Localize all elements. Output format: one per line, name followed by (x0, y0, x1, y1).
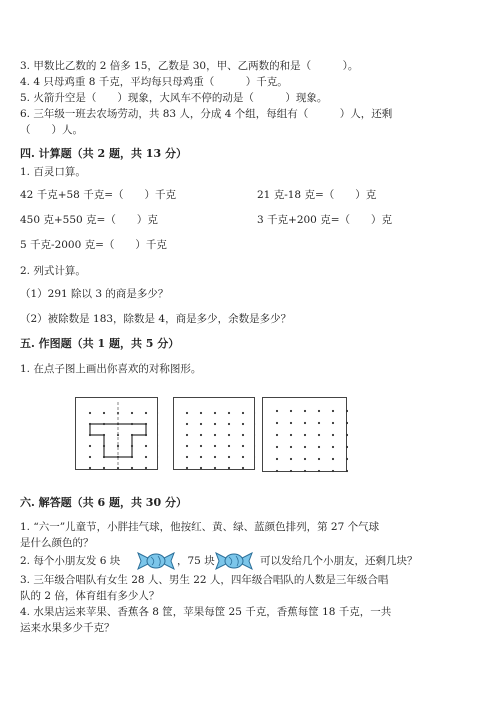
grid-dot (346, 470, 348, 472)
grid-dot (276, 470, 278, 472)
grid-dot (346, 458, 348, 460)
grid-dot (276, 434, 278, 436)
question-6-line2: （ ）人。 (20, 124, 83, 136)
question-5: 5. 火箭升空是（ ）现象，大风车不停的动是（ ）现象。 (20, 92, 328, 104)
dot-grid-1-drawing (76, 398, 159, 471)
grid-dot (318, 470, 320, 472)
candy-icon (136, 550, 176, 572)
grid-dot (346, 422, 348, 424)
grid-dot (318, 458, 320, 460)
grid-dot (145, 467, 147, 469)
grid-dot (290, 470, 292, 472)
word-calc-1: （1）291 除以 3 的商是多少？ (20, 288, 169, 300)
grid-dot (228, 412, 230, 414)
calc-row2-left: 450 克+550 克=（ ）克 (20, 214, 158, 226)
grid-dot (228, 434, 230, 436)
grid-dot (276, 422, 278, 424)
grid-dot (186, 434, 188, 436)
problem-2-part1: 2. 每个小朋友发 6 块 (20, 555, 121, 567)
grid-dot (318, 410, 320, 412)
grid-dot (346, 434, 348, 436)
section-5-title: 五. 作图题（共 1 题，共 5 分） (20, 337, 180, 350)
grid-dot (242, 423, 244, 425)
grid-dot (276, 458, 278, 460)
question-4: 4. 4 只母鸡重 8 千克，平均每只母鸡重（ ）千克。 (20, 76, 288, 88)
problem-3-line1: 3. 三年级合唱队有女生 28 人、男生 22 人，四年级合唱队的人数是三年级合唱 (20, 574, 389, 586)
grid-dot (214, 423, 216, 425)
grid-dot (242, 445, 244, 447)
grid-dot (318, 434, 320, 436)
problem-4-line2: 运来水果多少千克？ (20, 622, 115, 634)
grid-dot (145, 445, 147, 447)
grid-dot (242, 412, 244, 414)
grid-dot (332, 410, 334, 412)
dot-grid-3-dots (276, 410, 348, 472)
grid-dot (242, 456, 244, 458)
grid-dot (304, 458, 306, 460)
grid-dot (228, 467, 230, 469)
grid-dot (228, 456, 230, 458)
grid-dot (346, 446, 348, 448)
problem-1-line1: 1. “六一”儿童节，小胖挂气球，他按红、黄、绿、蓝颜色排列，第 27 个气球 (20, 521, 380, 533)
grid-dot (290, 446, 292, 448)
grid-dot (304, 434, 306, 436)
grid-dot (276, 446, 278, 448)
grid-dot (200, 434, 202, 436)
grid-dot (228, 423, 230, 425)
grid-dot (103, 412, 105, 414)
grid-dot (103, 467, 105, 469)
grid-dot (242, 434, 244, 436)
grid-dot (200, 456, 202, 458)
grid-dot (290, 410, 292, 412)
grid-dot (290, 458, 292, 460)
calc-row1-right: 21 克-18 克=（ ）克 (257, 189, 377, 201)
grid-dot (332, 434, 334, 436)
grid-dot (186, 423, 188, 425)
word-calc-2: （2）被除数是 183，除数是 4，商是多少，余数是多少？ (20, 313, 292, 325)
grid-dot (145, 456, 147, 458)
grid-dot (304, 422, 306, 424)
grid-dot (186, 467, 188, 469)
grid-dot (332, 422, 334, 424)
dot-grid-2 (173, 397, 255, 470)
calc-row2-right: 3 千克+200 克=（ ）克 (257, 214, 392, 226)
dot-grid-2-dots (186, 412, 256, 469)
grid-dot (186, 456, 188, 458)
grid-dot (186, 445, 188, 447)
grid-dot (89, 467, 91, 469)
section-4-prompt-1: 1. 百灵口算。 (20, 166, 86, 178)
dot-grid-2-drawing (174, 398, 256, 471)
grid-dot (228, 445, 230, 447)
grid-dot (200, 423, 202, 425)
grid-dot (290, 422, 292, 424)
calc-row3-left: 5 千克-2000 克=（ ）千克 (20, 239, 167, 251)
question-6-line1: 6. 三年级一班去农场劳动，共 83 人，分成 4 个组，每组有（ ）人，还剩 (20, 108, 393, 120)
dot-grid-1-dots (89, 412, 159, 469)
grid-dot (304, 410, 306, 412)
problem-2-part3: 可以发给几个小朋友，还剩几块？ (260, 555, 418, 567)
problem-3-line2: 队的 2 倍，体育组有多少人？ (20, 590, 160, 602)
grid-dot (304, 470, 306, 472)
section-5-prompt-1: 1. 在点子图上画出你喜欢的对称图形。 (20, 363, 202, 375)
grid-dot (89, 456, 91, 458)
question-3: 3. 甲数比乙数的 2 倍多 15，乙数是 30，甲、乙两数的和是（ ）。 (20, 60, 359, 72)
grid-dot (89, 412, 91, 414)
grid-dot (89, 445, 91, 447)
grid-dot (318, 422, 320, 424)
grid-dot (304, 446, 306, 448)
grid-dot (200, 445, 202, 447)
problem-4-line1: 4. 水果店运来苹果、香蕉各 8 筐，苹果每筐 25 千克，香蕉每筐 18 千克，一共 (20, 606, 392, 618)
grid-dot (131, 412, 133, 414)
grid-dot (332, 470, 334, 472)
dot-grid-3 (262, 397, 347, 472)
grid-dot (332, 458, 334, 460)
dot-grid-1 (75, 397, 158, 470)
grid-dot (145, 412, 147, 414)
grid-dot (131, 467, 133, 469)
grid-dot (214, 467, 216, 469)
problem-1-line2: 是什么颜色的？ (20, 537, 94, 549)
grid-dot (318, 446, 320, 448)
grid-dot (117, 445, 119, 447)
candy-icon (214, 550, 254, 572)
problem-2-part2: ，75 块 (177, 555, 215, 567)
calc-row1-left: 42 千克+58 千克=（ ）千克 (20, 189, 176, 201)
grid-dot (276, 410, 278, 412)
dot-grid-3-drawing (263, 398, 348, 473)
section-6-title: 六. 解答题（共 6 题，共 30 分） (20, 496, 187, 509)
grid-dot (214, 445, 216, 447)
grid-dot (214, 434, 216, 436)
grid-dot (214, 412, 216, 414)
grid-dot (332, 446, 334, 448)
grid-dot (200, 412, 202, 414)
grid-dot (186, 412, 188, 414)
section-4-title: 四. 计算题（共 2 题，共 13 分） (20, 147, 187, 160)
grid-dot (200, 467, 202, 469)
grid-dot (346, 410, 348, 412)
section-4-prompt-2: 2. 列式计算。 (20, 265, 86, 277)
grid-dot (290, 434, 292, 436)
grid-dot (242, 467, 244, 469)
grid-dot (214, 456, 216, 458)
